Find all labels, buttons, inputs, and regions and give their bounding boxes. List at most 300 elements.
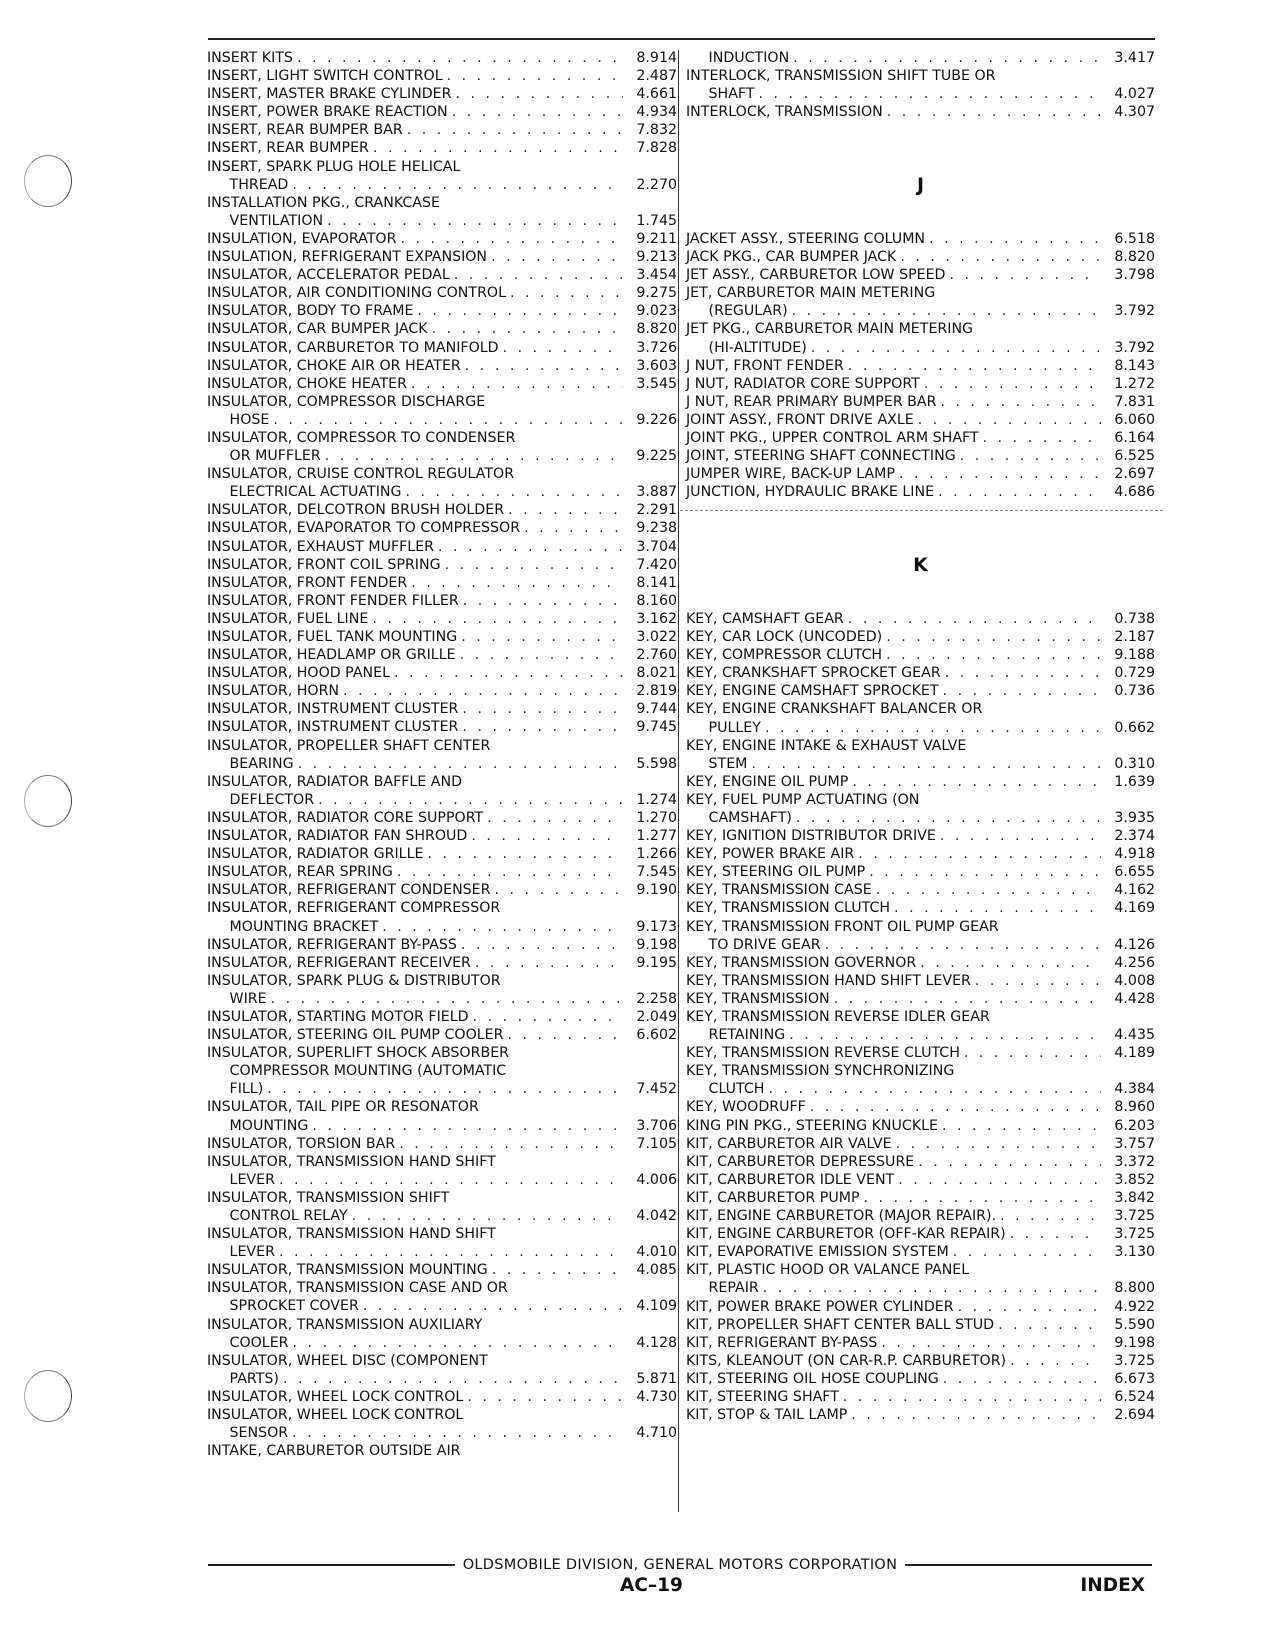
index-entry-text: INTERLOCK, TRANSMISSION bbox=[686, 104, 883, 121]
index-entry bbox=[207, 1316, 677, 1334]
index-entry-text: INSULATION, REFRIGERANT EXPANSION bbox=[207, 249, 488, 266]
index-entry bbox=[686, 1279, 1155, 1297]
index-entry bbox=[686, 1044, 1155, 1062]
dot-leader bbox=[352, 1207, 623, 1225]
index-entry-text: INSULATION, EVAPORATOR bbox=[207, 230, 397, 247]
index-entry-text: (REGULAR) bbox=[686, 303, 788, 320]
dot-leader bbox=[411, 375, 623, 393]
dot-leader bbox=[1010, 1352, 1101, 1370]
index-entry bbox=[207, 827, 677, 845]
dot-leader bbox=[763, 1279, 1101, 1297]
index-entry bbox=[207, 1297, 677, 1315]
index-entry-page-ref: 3.454 bbox=[636, 267, 677, 284]
index-entry-text: KEY, ENGINE INTAKE & EXHAUST VALVE bbox=[686, 737, 967, 754]
index-entry-page-ref: 6.655 bbox=[1114, 864, 1155, 881]
dot-leader bbox=[363, 1297, 623, 1315]
index-entry-text: INSULATOR, FUEL LINE bbox=[207, 610, 369, 627]
index-entry-text: INSULATOR, REFRIGERANT CONDENSER bbox=[207, 882, 491, 899]
dot-leader bbox=[292, 176, 623, 194]
index-entry-page-ref: 6.164 bbox=[1114, 429, 1155, 446]
index-entry-page-ref: 6.524 bbox=[1114, 1388, 1155, 1405]
index-entry bbox=[686, 773, 1155, 791]
index-entry-text: KIT, CARBURETOR PUMP bbox=[686, 1189, 860, 1206]
index-entry-text: INSERT, MASTER BRAKE CYLINDER bbox=[207, 86, 452, 103]
index-entry bbox=[207, 85, 677, 103]
dot-leader bbox=[943, 682, 1101, 700]
index-entry bbox=[207, 1442, 677, 1460]
index-entry-page-ref: 2.291 bbox=[636, 502, 677, 519]
index-entry-page-ref: 3.842 bbox=[1114, 1189, 1155, 1206]
index-entry bbox=[207, 936, 677, 954]
index-entry bbox=[686, 465, 1155, 483]
dot-leader bbox=[796, 809, 1101, 827]
index-entry-text: INSULATOR, TRANSMISSION HAND SHIFT bbox=[207, 1153, 496, 1170]
index-entry-text: J NUT, FRONT FENDER bbox=[686, 357, 844, 374]
index-entry-text: INDUCTION bbox=[686, 50, 790, 66]
dot-leader bbox=[524, 519, 623, 537]
index-entry bbox=[207, 1135, 677, 1153]
index-entry-text: INSULATOR, REFRIGERANT COMPRESSOR bbox=[207, 900, 501, 917]
index-entry-page-ref: 2.819 bbox=[636, 683, 677, 700]
index-entry bbox=[207, 863, 677, 881]
index-entry bbox=[207, 1189, 677, 1207]
index-entry-text: INSULATOR, BODY TO FRAME bbox=[207, 303, 414, 320]
index-entry-text: THREAD bbox=[207, 176, 289, 193]
index-entry-text: SPROCKET COVER bbox=[207, 1298, 359, 1315]
index-entry bbox=[686, 918, 1155, 936]
index-entry-text: KIT, ENGINE CARBURETOR (OFF-KAR REPAIR) bbox=[686, 1226, 1006, 1243]
index-entry-text: KEY, CAR LOCK (UNCODED) bbox=[686, 629, 883, 646]
index-entry-page-ref: 2.760 bbox=[636, 647, 677, 664]
index-entry bbox=[686, 827, 1155, 845]
index-entry-text: LEVER bbox=[207, 1171, 275, 1188]
index-entry bbox=[686, 248, 1155, 266]
index-entry bbox=[207, 411, 677, 429]
index-entry-page-ref: 8.820 bbox=[1114, 249, 1155, 266]
dot-leader bbox=[399, 1135, 623, 1153]
index-entry-page-ref: 8.160 bbox=[636, 592, 677, 609]
index-entry-text: KEY, ENGINE CAMSHAFT SPROCKET bbox=[686, 683, 939, 700]
index-entry-page-ref: 9.211 bbox=[636, 230, 677, 247]
index-entry bbox=[207, 1153, 677, 1171]
index-entry-text: FILL) bbox=[207, 1081, 264, 1098]
index-entry-page-ref: 4.661 bbox=[636, 86, 677, 103]
index-entry bbox=[686, 230, 1155, 248]
index-entry-page-ref: 9.238 bbox=[636, 520, 677, 537]
index-entry bbox=[207, 538, 677, 556]
index-entry bbox=[207, 592, 677, 610]
index-entry-text: KITS, KLEANOUT (ON CAR-R.P. CARBURETOR) bbox=[686, 1352, 1007, 1369]
dot-leader bbox=[881, 1334, 1101, 1352]
dot-leader bbox=[445, 556, 623, 574]
dot-leader bbox=[325, 447, 623, 465]
index-entry-text: INSULATOR, FRONT FENDER bbox=[207, 574, 408, 591]
index-entry bbox=[686, 339, 1155, 357]
index-entry bbox=[207, 1117, 677, 1135]
index-entry-page-ref: 5.598 bbox=[636, 755, 677, 772]
dot-leader bbox=[887, 103, 1101, 121]
index-entry-text: INSULATOR, ACCELERATOR PEDAL bbox=[207, 267, 450, 284]
index-entry bbox=[207, 1062, 677, 1080]
dot-leader bbox=[267, 1080, 623, 1098]
dot-leader bbox=[372, 610, 623, 628]
index-entry bbox=[207, 103, 677, 121]
dot-leader bbox=[864, 1189, 1101, 1207]
index-entry bbox=[207, 121, 677, 139]
index-entry bbox=[686, 809, 1155, 827]
index-entry-text: KIT, REFRIGERANT BY-PASS bbox=[686, 1334, 878, 1351]
index-entry bbox=[207, 248, 677, 266]
index-entry-page-ref: 3.704 bbox=[636, 538, 677, 555]
index-entry-text: KEY, TRANSMISSION CASE bbox=[686, 882, 872, 899]
index-entry-page-ref: 0.729 bbox=[1114, 665, 1155, 682]
index-entry-text: JET PKG., CARBURETOR MAIN METERING bbox=[686, 321, 974, 338]
index-entry bbox=[207, 1370, 677, 1388]
dot-leader bbox=[924, 375, 1101, 393]
index-entry bbox=[207, 556, 677, 574]
index-entry bbox=[686, 1008, 1155, 1026]
dot-leader bbox=[751, 755, 1101, 773]
dot-leader bbox=[407, 121, 623, 139]
index-entry bbox=[207, 284, 677, 302]
index-entry-page-ref: 8.021 bbox=[636, 665, 677, 682]
index-entry-page-ref: 4.918 bbox=[1114, 846, 1155, 863]
dot-leader bbox=[886, 646, 1101, 664]
index-entry bbox=[207, 339, 677, 357]
footer-corporation-line bbox=[208, 1557, 1152, 1573]
index-entry bbox=[207, 1279, 677, 1297]
index-entry-page-ref: 3.935 bbox=[1114, 809, 1155, 826]
index-entry-text: HOSE bbox=[207, 411, 270, 428]
dot-leader bbox=[400, 230, 623, 248]
dot-leader bbox=[793, 49, 1101, 67]
index-entry bbox=[207, 1207, 677, 1225]
dot-leader bbox=[964, 1044, 1101, 1062]
dot-leader bbox=[327, 212, 623, 230]
index-entry bbox=[207, 357, 677, 375]
index-entry-text: JET ASSY., CARBURETOR LOW SPEED bbox=[686, 267, 946, 284]
index-entry-page-ref: 9.744 bbox=[636, 701, 677, 718]
index-entry-page-ref: 0.310 bbox=[1114, 755, 1155, 772]
index-entry-text: JOINT PKG., UPPER CONTROL ARM SHAFT bbox=[686, 429, 979, 446]
index-entry-page-ref: 3.792 bbox=[1114, 303, 1155, 320]
index-entry-page-ref: 9.190 bbox=[636, 882, 677, 899]
index-entry-text: JUMPER WIRE, BACK-UP LAMP bbox=[686, 466, 895, 483]
index-entry-page-ref: 3.792 bbox=[1114, 339, 1155, 356]
index-entry-page-ref: 7.545 bbox=[636, 864, 677, 881]
index-entry-text: INSULATOR, FRONT COIL SPRING bbox=[207, 556, 441, 573]
index-entry-page-ref: 4.008 bbox=[1114, 972, 1155, 989]
index-entry-text: KIT, EVAPORATIVE EMISSION SYSTEM bbox=[686, 1244, 949, 1261]
index-entry bbox=[686, 845, 1155, 863]
section-separator bbox=[686, 501, 1155, 519]
index-entry-page-ref: 6.673 bbox=[1114, 1370, 1155, 1387]
index-left-column bbox=[207, 49, 677, 1460]
index-entry bbox=[686, 863, 1155, 881]
index-entry-text: INSULATOR, TRANSMISSION AUXILIARY bbox=[207, 1316, 483, 1333]
index-entry bbox=[207, 1424, 677, 1442]
index-entry-text: BEARING bbox=[207, 755, 294, 772]
index-entry-page-ref: 1.270 bbox=[636, 809, 677, 826]
dot-leader bbox=[438, 538, 623, 556]
index-entry bbox=[207, 1008, 677, 1026]
index-entry bbox=[686, 266, 1155, 284]
index-entry-page-ref: 4.934 bbox=[636, 104, 677, 121]
dot-leader bbox=[318, 791, 623, 809]
index-entry-text: KEY, CRANKSHAFT SPROCKET GEAR bbox=[686, 665, 941, 682]
index-entry-page-ref: 7.828 bbox=[636, 140, 677, 157]
dot-leader bbox=[297, 49, 623, 67]
index-entry bbox=[686, 85, 1155, 103]
dot-leader bbox=[810, 1098, 1101, 1116]
index-entry-text: INSULATOR, WHEEL LOCK CONTROL bbox=[207, 1407, 464, 1424]
dot-leader bbox=[851, 1406, 1101, 1424]
dot-leader bbox=[460, 646, 623, 664]
dot-leader bbox=[940, 827, 1101, 845]
index-entry bbox=[686, 1207, 1155, 1225]
index-entry bbox=[207, 574, 677, 592]
index-entry-text: CONTROL RELAY bbox=[207, 1208, 348, 1224]
index-entry-page-ref: 4.128 bbox=[636, 1334, 677, 1351]
index-entry bbox=[686, 1153, 1155, 1171]
index-entry bbox=[686, 1080, 1155, 1098]
dot-leader bbox=[876, 881, 1101, 899]
index-entry-page-ref: 3.417 bbox=[1114, 50, 1155, 66]
dot-leader bbox=[467, 1388, 623, 1406]
dot-leader bbox=[886, 628, 1101, 646]
index-entry-text: INTAKE, CARBURETOR OUTSIDE AIR bbox=[207, 1443, 461, 1460]
index-entry bbox=[207, 646, 677, 664]
index-entry-text: INSULATOR, HOOD PANEL bbox=[207, 665, 391, 682]
index-entry bbox=[207, 755, 677, 773]
dot-leader bbox=[471, 827, 623, 845]
index-entry bbox=[686, 1189, 1155, 1207]
dot-leader bbox=[898, 1171, 1101, 1189]
j-entries bbox=[686, 230, 1155, 501]
index-entry bbox=[207, 176, 677, 194]
index-entry-text: INSULATOR, STARTING MOTOR FIELD bbox=[207, 1008, 469, 1025]
index-entry-text: KEY, TRANSMISSION FRONT OIL PUMP GEAR bbox=[686, 918, 999, 935]
index-entry bbox=[686, 791, 1155, 809]
index-entry-text: KIT, PLASTIC HOOD OR VALANCE PANEL bbox=[686, 1262, 970, 1279]
index-entry-text: INSULATOR, INSTRUMENT CLUSTER bbox=[207, 719, 459, 736]
index-entry-page-ref: 4.307 bbox=[1114, 104, 1155, 121]
index-entry-text: CLUTCH bbox=[686, 1081, 765, 1098]
index-entry-text: KIT, STEERING SHAFT bbox=[686, 1388, 839, 1405]
index-entry-text: CAMSHAFT) bbox=[686, 809, 792, 826]
dot-leader bbox=[938, 483, 1101, 501]
dot-leader bbox=[848, 357, 1101, 375]
index-entry bbox=[686, 1370, 1155, 1388]
index-entry bbox=[207, 465, 677, 483]
index-entry-text: INSULATOR, TORSION BAR bbox=[207, 1135, 396, 1152]
dot-leader bbox=[456, 85, 624, 103]
index-entry-page-ref: 7.831 bbox=[1114, 393, 1155, 410]
index-entry-page-ref: 2.694 bbox=[1114, 1407, 1155, 1424]
index-entry-page-ref: 4.085 bbox=[636, 1262, 677, 1279]
index-entry-text: INTERLOCK, TRANSMISSION SHIFT TUBE OR bbox=[686, 68, 996, 85]
index-entry-text: INSULATOR, WHEEL LOCK CONTROL bbox=[207, 1388, 464, 1405]
index-entry-page-ref: 3.706 bbox=[636, 1117, 677, 1134]
index-entry-page-ref: 3.726 bbox=[636, 339, 677, 356]
dot-leader bbox=[382, 918, 623, 936]
binder-hole-top bbox=[24, 155, 72, 207]
index-entry-page-ref: 6.518 bbox=[1114, 230, 1155, 247]
index-entry-text: COMPRESSOR MOUNTING (AUTOMATIC bbox=[207, 1063, 507, 1080]
index-entry-page-ref: 9.195 bbox=[636, 954, 677, 971]
index-entry-text: COOLER bbox=[207, 1334, 289, 1351]
index-entry-page-ref: 4.109 bbox=[636, 1298, 677, 1315]
index-entry-text: PARTS) bbox=[207, 1370, 279, 1387]
index-entry bbox=[207, 483, 677, 501]
index-entry-text: KEY, TRANSMISSION HAND SHIFT LEVER bbox=[686, 972, 971, 989]
index-entry-text: SENSOR bbox=[207, 1425, 289, 1442]
index-entry bbox=[207, 881, 677, 899]
index-entry bbox=[207, 1044, 677, 1062]
index-entry-page-ref: 4.428 bbox=[1114, 990, 1155, 1007]
index-entry-page-ref: 3.725 bbox=[1114, 1208, 1155, 1225]
index-entry-text: KIT, PROPELLER SHAFT CENTER BALL STUD bbox=[686, 1316, 995, 1333]
index-entry-page-ref: 3.725 bbox=[1114, 1352, 1155, 1369]
index-entry-page-ref: 4.006 bbox=[636, 1171, 677, 1188]
index-entry bbox=[686, 1316, 1155, 1334]
index-entry-text: INSULATOR, COMPRESSOR TO CONDENSER bbox=[207, 429, 516, 446]
dot-leader bbox=[958, 1298, 1101, 1316]
index-entry-text: KIT, ENGINE CARBURETOR (MAJOR REPAIR). bbox=[686, 1208, 997, 1225]
index-entry-page-ref: 4.010 bbox=[636, 1244, 677, 1261]
dot-leader bbox=[447, 67, 623, 85]
index-entry bbox=[207, 1352, 677, 1370]
index-entry-page-ref: 2.187 bbox=[1114, 629, 1155, 646]
index-entry-page-ref: 3.130 bbox=[1114, 1244, 1155, 1261]
index-entry bbox=[686, 411, 1155, 429]
index-entry bbox=[686, 1352, 1155, 1370]
index-entry bbox=[686, 284, 1155, 302]
index-entry-text: KEY, ENGINE OIL PUMP bbox=[686, 773, 849, 790]
index-entry-text: INSULATOR, CHOKE AIR OR HEATER bbox=[207, 357, 461, 374]
dot-leader bbox=[848, 610, 1101, 628]
dot-leader bbox=[918, 1153, 1101, 1171]
dot-leader bbox=[495, 881, 623, 899]
index-entry bbox=[686, 1098, 1155, 1116]
dot-leader bbox=[503, 339, 623, 357]
index-entry-text: INSULATOR, FRONT FENDER FILLER bbox=[207, 592, 459, 609]
index-entry-text: KEY, TRANSMISSION GOVERNOR bbox=[686, 954, 917, 971]
index-entry-text: KEY, COMPRESSOR CLUTCH bbox=[686, 647, 883, 664]
index-entry-text: INSERT, LIGHT SWITCH CONTROL bbox=[207, 68, 443, 85]
index-entry bbox=[207, 664, 677, 682]
index-entry-text: MOUNTING bbox=[207, 1117, 309, 1134]
dot-leader bbox=[768, 1080, 1101, 1098]
index-entry-text: KEY, TRANSMISSION bbox=[686, 990, 830, 1007]
index-entry-page-ref: 4.686 bbox=[1114, 484, 1155, 501]
dot-leader bbox=[942, 1117, 1101, 1135]
index-entry-page-ref: 3.545 bbox=[636, 375, 677, 392]
index-entry bbox=[686, 628, 1155, 646]
index-entry bbox=[207, 809, 677, 827]
index-entry-text: KEY, CAMSHAFT GEAR bbox=[686, 610, 844, 627]
index-entry-text: KEY, TRANSMISSION REVERSE IDLER GEAR bbox=[686, 1009, 990, 1025]
index-entry-page-ref: 9.198 bbox=[1114, 1334, 1155, 1351]
index-entry-text: INSULATOR, DELCOTRON BRUSH HOLDER bbox=[207, 502, 505, 519]
index-entry bbox=[207, 519, 677, 537]
dot-leader bbox=[473, 1008, 623, 1026]
dot-leader bbox=[343, 682, 623, 700]
index-entry-text: KIT, STEERING OIL HOSE COUPLING bbox=[686, 1370, 939, 1387]
page-number: AC–19 bbox=[620, 1575, 683, 1596]
index-entry-page-ref: 7.832 bbox=[636, 122, 677, 139]
dot-leader bbox=[417, 302, 623, 320]
index-entry bbox=[686, 737, 1155, 755]
index-entry bbox=[207, 158, 677, 176]
index-entry-page-ref: 7.452 bbox=[636, 1081, 677, 1098]
dot-leader bbox=[279, 1243, 623, 1261]
dot-leader bbox=[465, 357, 623, 375]
index-entry-text: INSULATOR, INSTRUMENT CLUSTER bbox=[207, 701, 459, 718]
index-entry-text: KEY, FUEL PUMP ACTUATING (ON bbox=[686, 791, 920, 808]
index-entry-page-ref: 4.730 bbox=[636, 1388, 677, 1405]
index-entry-page-ref: 7.420 bbox=[636, 556, 677, 573]
index-entry-text: INSULATOR, RADIATOR CORE SUPPORT bbox=[207, 809, 484, 826]
index-entry-text: KIT, CARBURETOR AIR VALVE bbox=[686, 1135, 892, 1152]
dot-leader bbox=[943, 1370, 1101, 1388]
index-entry bbox=[207, 501, 677, 519]
index-entry-text: INSULATOR, AIR CONDITIONING CONTROL bbox=[207, 285, 506, 302]
index-entry-text: KING PIN PKG., STEERING KNUCKLE bbox=[686, 1117, 938, 1134]
index-entry bbox=[207, 972, 677, 990]
dot-leader bbox=[406, 483, 624, 501]
index-entry-text: REPAIR bbox=[686, 1280, 759, 1297]
index-entry-page-ref: 9.023 bbox=[636, 303, 677, 320]
index-entry-page-ref: 2.487 bbox=[636, 68, 677, 85]
dot-leader bbox=[510, 284, 623, 302]
dot-leader bbox=[998, 1316, 1101, 1334]
index-entry-text: J NUT, RADIATOR CORE SUPPORT bbox=[686, 375, 920, 392]
index-entry bbox=[686, 1261, 1155, 1279]
index-entry bbox=[207, 718, 677, 736]
index-entry-text: KIT, CARBURETOR IDLE VENT bbox=[686, 1171, 895, 1188]
dot-leader bbox=[792, 302, 1101, 320]
index-entry-text: JOINT ASSY., FRONT DRIVE AXLE bbox=[686, 411, 914, 428]
index-entry bbox=[686, 646, 1155, 664]
index-entry bbox=[207, 773, 677, 791]
dot-leader bbox=[960, 447, 1101, 465]
dot-leader bbox=[279, 1171, 623, 1189]
index-entry bbox=[207, 1261, 677, 1279]
index-entry bbox=[686, 429, 1155, 447]
index-entry bbox=[686, 610, 1155, 628]
dot-leader bbox=[811, 339, 1101, 357]
index-entry-page-ref: 4.384 bbox=[1114, 1081, 1155, 1098]
top-rule bbox=[208, 38, 1155, 40]
dot-leader bbox=[789, 1026, 1101, 1044]
index-entry-text: MOUNTING BRACKET bbox=[207, 918, 379, 935]
index-entry-text: INSULATOR, EXHAUST MUFFLER bbox=[207, 538, 435, 555]
dot-leader bbox=[918, 411, 1101, 429]
index-entry-page-ref: 8.143 bbox=[1114, 357, 1155, 374]
dot-leader bbox=[858, 845, 1101, 863]
index-entry-text: INSULATOR, COMPRESSOR DISCHARGE bbox=[207, 393, 486, 410]
dot-leader bbox=[462, 700, 623, 718]
index-entry bbox=[207, 230, 677, 248]
dot-leader bbox=[953, 1243, 1101, 1261]
index-entry bbox=[686, 1117, 1155, 1135]
binder-hole-bottom bbox=[24, 1370, 72, 1422]
index-entry-text: KEY, IGNITION DISTRIBUTOR DRIVE bbox=[686, 828, 936, 845]
dot-leader bbox=[929, 230, 1101, 248]
dot-leader bbox=[765, 719, 1101, 737]
index-entry bbox=[207, 49, 677, 67]
